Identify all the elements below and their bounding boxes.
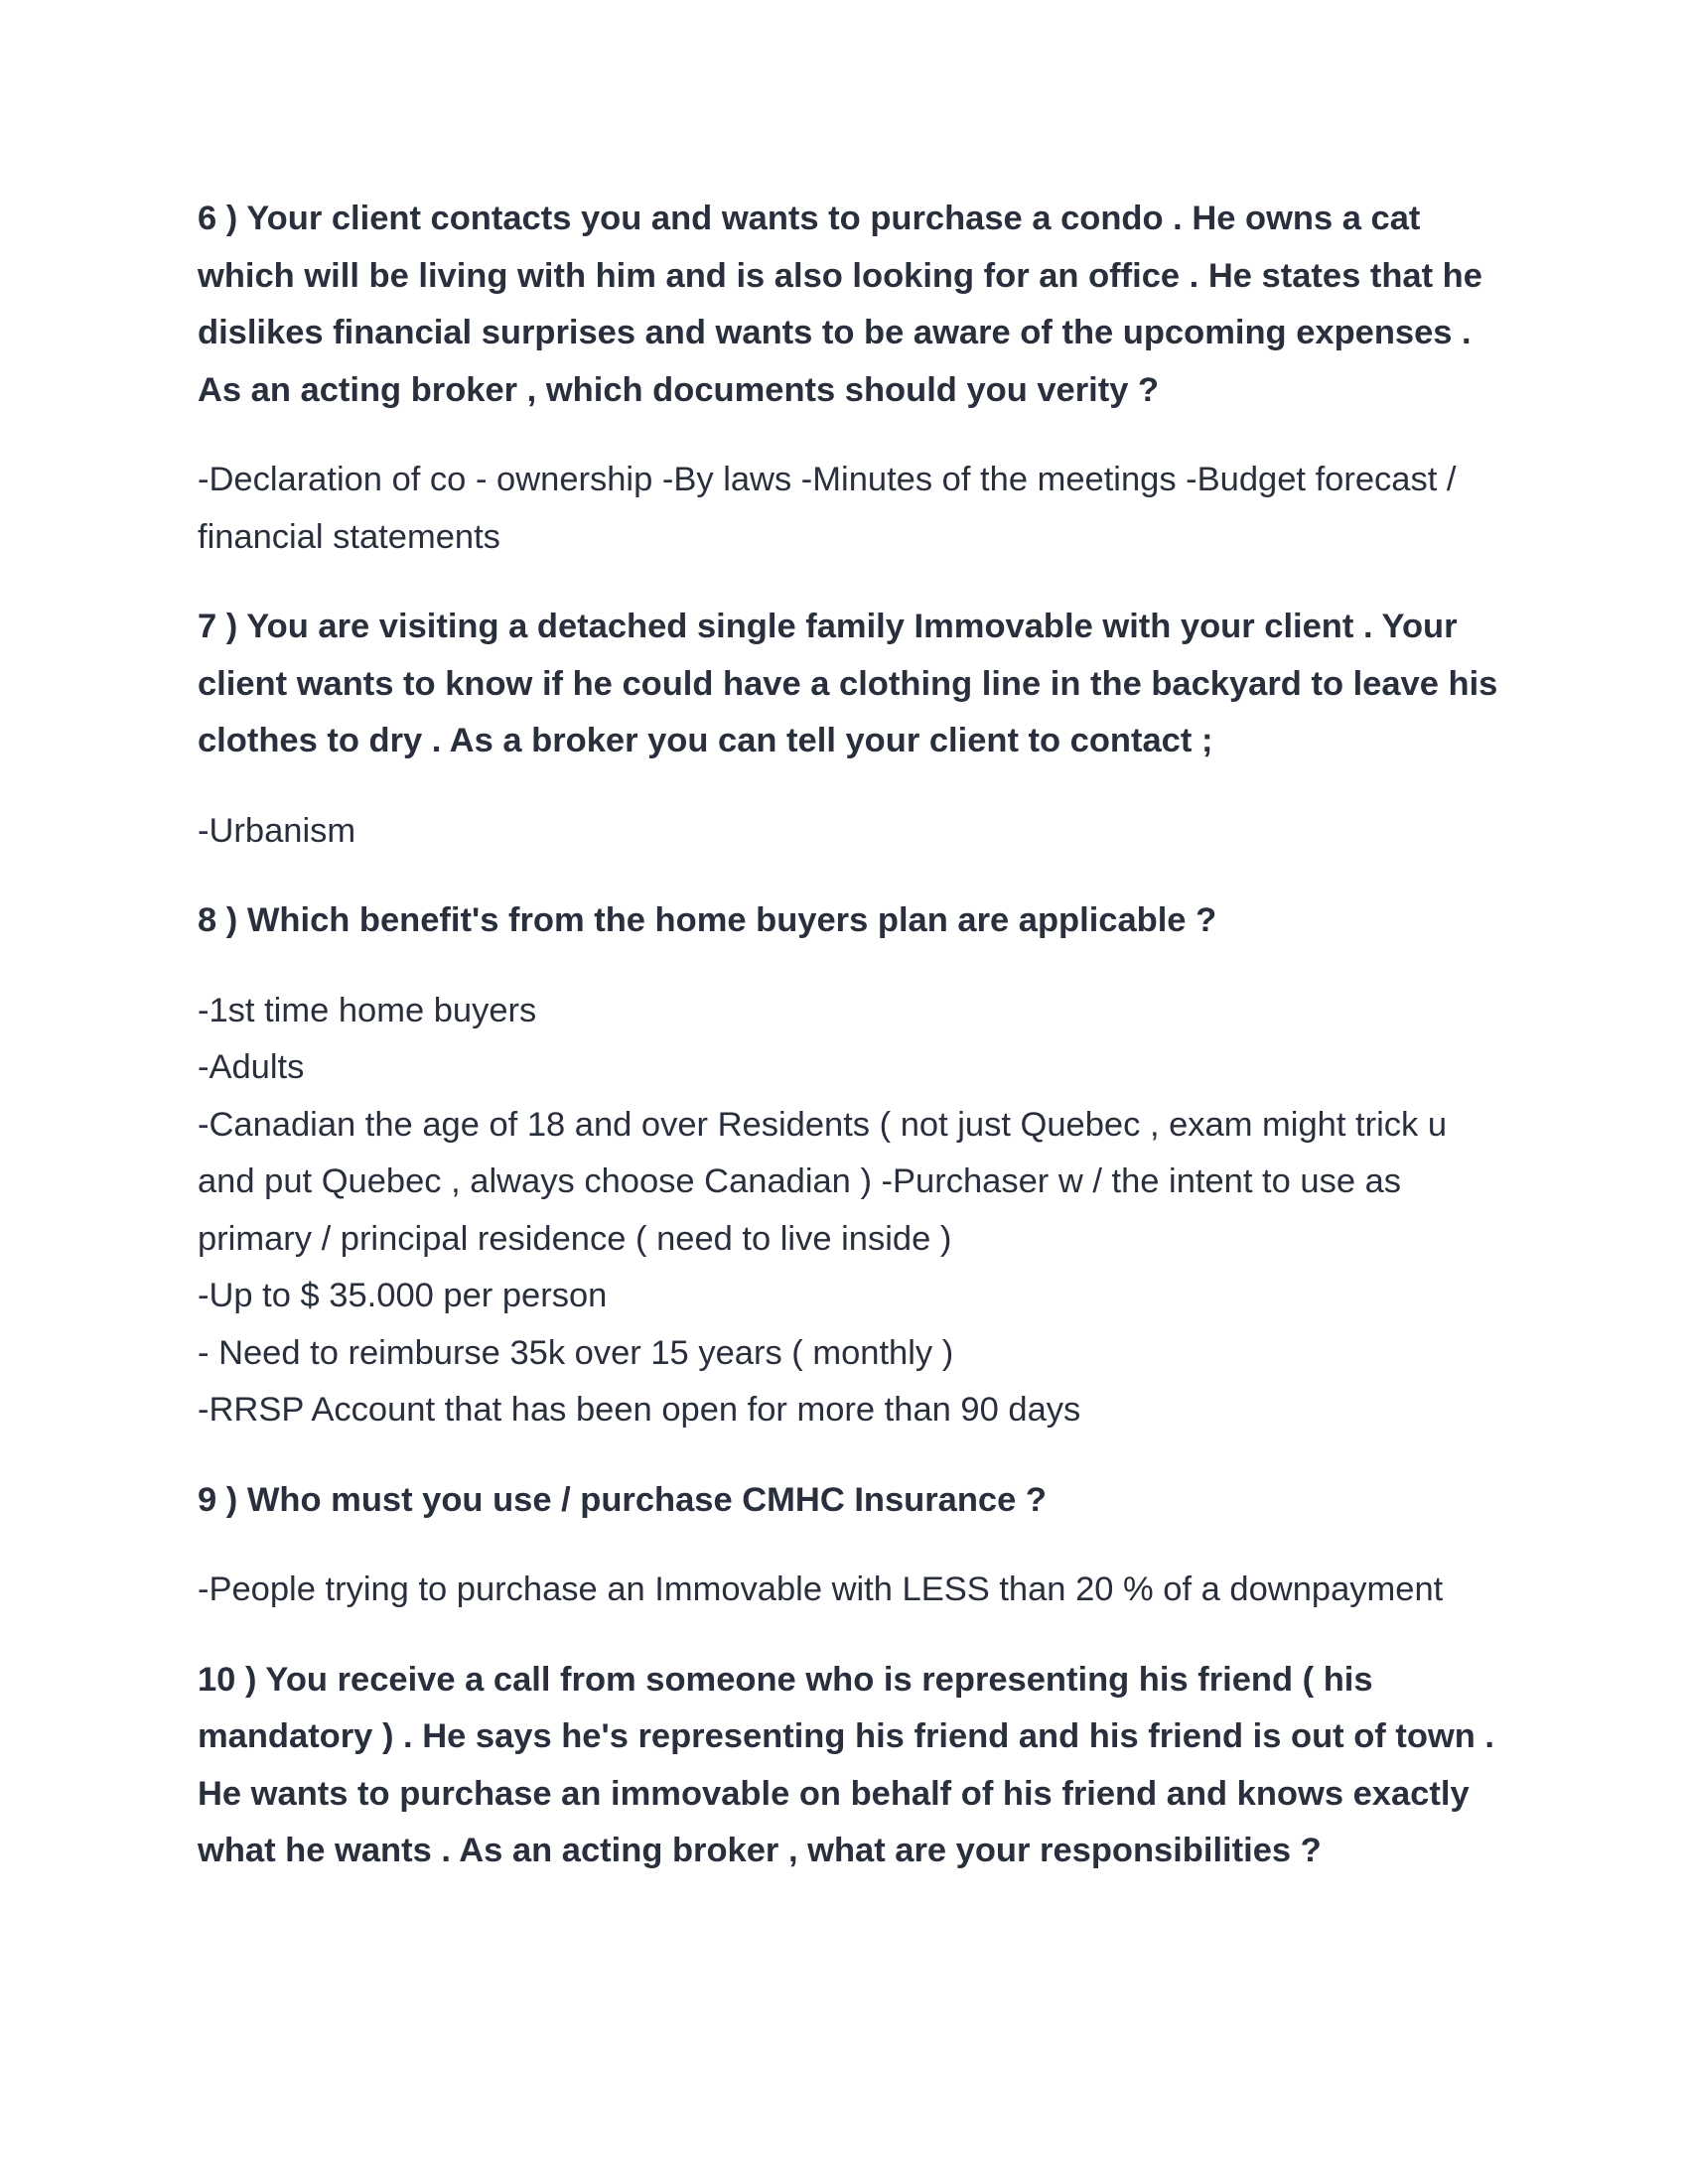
answer-8-item: -1st time home buyers <box>198 991 537 1029</box>
question-6: 6 ) Your client contacts you and wants to purchase a condo . He owns a cat which will be living with him and is also looking for an office . He states that he dislikes financial surprises and wants to be aware of the upcoming expenses . As an acting broker , which documents should you verity ? <box>198 200 1482 409</box>
answer-8-item: -Adults <box>198 1048 305 1086</box>
answer-8-item: -RRSP Account that has been open for more than 90 days <box>198 1391 1081 1429</box>
answer-7: -Urbanism <box>198 811 356 850</box>
question-9: 9 ) Who must you use / purchase CMHC Insurance ? <box>198 1480 1047 1519</box>
question-8: 8 ) Which benefit's from the home buyers plan are applicable ? <box>198 901 1217 939</box>
answer-6: -Declaration of co - ownership -By laws -Minutes of the meetings -Budget forecast / financial statements <box>198 461 1457 556</box>
answer-9: -People trying to purchase an Immovable with LESS than 20 % of a downpayment <box>198 1570 1444 1608</box>
question-7: 7 ) You are visiting a detached single family Immovable with your client . Your client wants to know if he could have a clothing line in the backyard to leave his clothes to dry . As a broker you can tell your client to contact ; <box>198 608 1498 759</box>
question-10: 10 ) You receive a call from someone who is representing his friend ( his mandatory ) . He says he's representing his friend and his friend is out of town . He wants to purchase an immovable on behalf of his friend and knows exactly what he wants . As an acting broker , what are your responsibilities ? <box>198 1660 1495 1869</box>
answer-8-item: - Need to reimburse 35k over 15 years ( monthly ) <box>198 1333 954 1372</box>
answer-8-item: -Canadian the age of 18 and over Residents ( not just Quebec , exam might trick u and put Quebec , always choose Canadian ) -Purchaser w / the intent to use as primary / principal residence ( need to live inside ) <box>198 1105 1448 1258</box>
answer-8-item: -Up to $ 35.000 per person <box>198 1277 608 1314</box>
answer-8-list <box>198 983 1508 1439</box>
document-page <box>198 191 1508 1880</box>
